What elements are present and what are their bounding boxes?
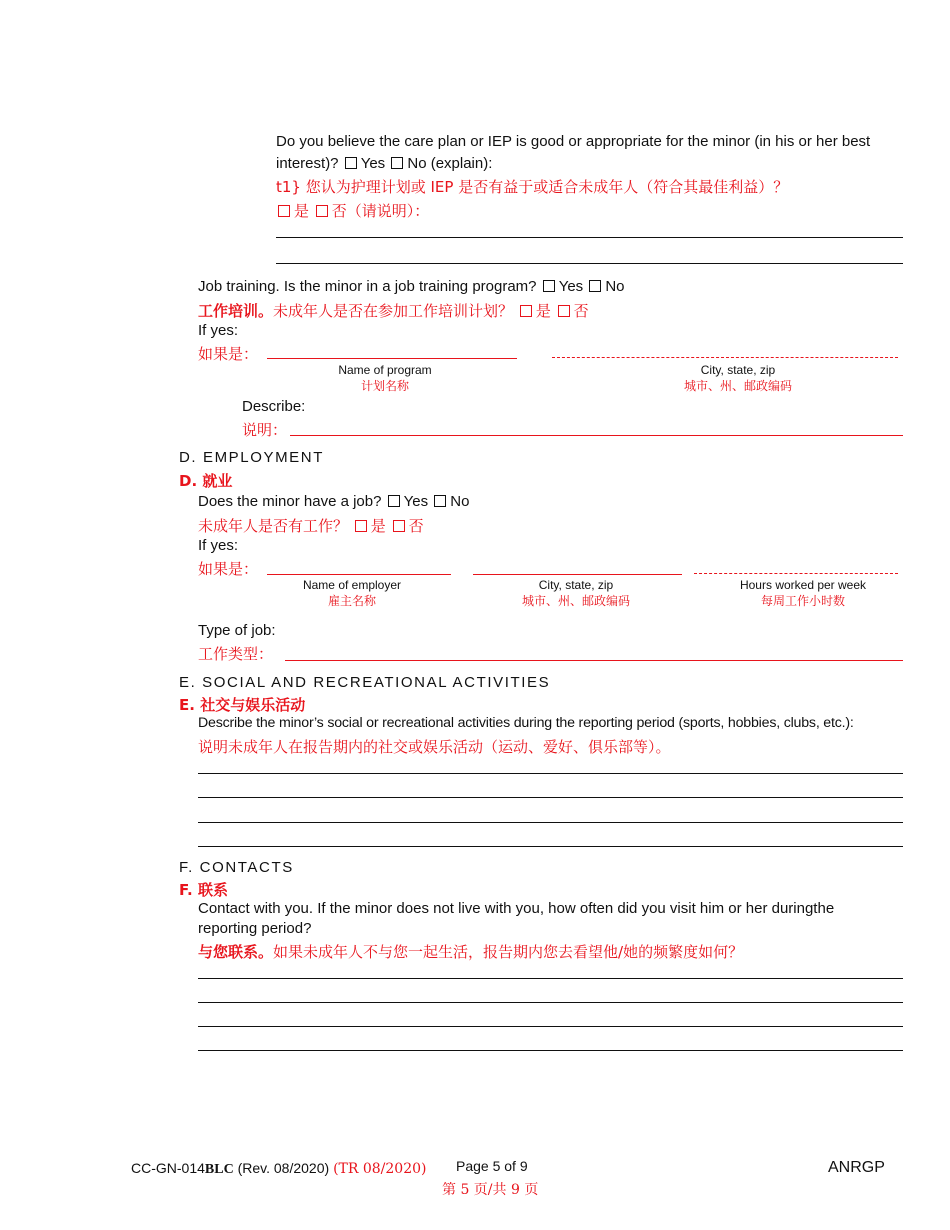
employment-yes-label-zh: 是 <box>370 517 386 535</box>
care-plan-yes-label: Yes <box>360 155 386 172</box>
form-identifier <box>131 1160 426 1178</box>
employment-yes-checkbox-zh[interactable] <box>355 520 367 532</box>
contacts-answer-line-3[interactable] <box>198 1026 903 1027</box>
job-training-yes-checkbox-zh[interactable] <box>520 305 532 317</box>
care-plan-question-cont: interest)? <box>276 155 339 172</box>
care-plan-yes-checkbox-zh[interactable] <box>278 205 290 217</box>
job-training-no-label-zh: 否 <box>573 302 589 320</box>
program-city-line[interactable] <box>552 357 898 358</box>
type-of-job-line[interactable] <box>285 660 903 661</box>
job-training-question-zh <box>198 300 589 321</box>
care-plan-no-checkbox[interactable] <box>391 157 403 169</box>
employment-no-checkbox-zh[interactable] <box>393 520 405 532</box>
job-training-yes-label-zh: 是 <box>535 302 551 320</box>
job-training-question-text: Job training. Is the minor in a job training program? <box>198 278 537 295</box>
hours-worked-line[interactable] <box>694 573 898 574</box>
contacts-text-zh: 如果未成年人不与您一起生活，报告期内您去看望他/她的频繁度如何？ <box>273 943 744 961</box>
form-revision: (Rev. 08/2020) <box>237 1160 330 1176</box>
employer-name-caption-zh: 雇主名称 <box>327 594 376 608</box>
type-of-job-label-zh: 工作类型： <box>198 645 274 663</box>
employer-name-line[interactable] <box>267 574 451 575</box>
care-plan-answer-line-2[interactable] <box>276 263 903 264</box>
social-answer-line-1[interactable] <box>198 773 903 774</box>
care-plan-question-zh: t1} 您认为护理计划或 IEP 是否有益于或适合未成年人（符合其最佳利益）？ <box>276 178 789 196</box>
employer-city-line[interactable] <box>473 574 682 575</box>
contacts-answer-line-4[interactable] <box>198 1050 903 1051</box>
contacts-question-line2: reporting period? <box>198 920 312 937</box>
program-name-caption-zh: 计划名称 <box>360 379 409 393</box>
employment-question-zh <box>198 515 424 536</box>
hours-worked-caption <box>713 578 893 609</box>
job-training-no-checkbox[interactable] <box>589 280 601 292</box>
contacts-heading-title-zh: 联系 <box>197 881 228 899</box>
contacts-title-zh: 与您联系。 <box>198 943 274 961</box>
care-plan-question-line2 <box>276 155 492 172</box>
job-training-no-checkbox-zh[interactable] <box>558 305 570 317</box>
employment-no-label-zh: 否 <box>408 517 424 535</box>
care-plan-yes-checkbox[interactable] <box>345 157 357 169</box>
employment-heading-title-zh: 就业 <box>202 472 233 490</box>
hours-worked-caption-en: Hours worked per week <box>739 578 867 592</box>
employment-heading-zh <box>179 470 232 491</box>
employment-if-yes-zh: 如果是： <box>198 560 259 578</box>
care-plan-no-label-zh: 否（请说明）： <box>331 202 430 220</box>
job-training-yes-label: Yes <box>558 278 584 295</box>
form-code: ANRGP <box>828 1159 885 1176</box>
care-plan-yes-label-zh: 是 <box>294 202 310 220</box>
program-name-caption-en: Name of program <box>338 363 432 377</box>
employment-question-text: Does the minor have a job? <box>198 493 382 510</box>
contacts-heading: F. CONTACTS <box>179 859 294 876</box>
hours-worked-caption-zh: 每周工作小时数 <box>760 594 845 608</box>
care-plan-question-line1: Do you believe the care plan or IEP is good or appropriate for the minor (in his or her best <box>276 133 871 150</box>
job-training-question <box>198 278 625 295</box>
describe-label: Describe: <box>242 398 306 415</box>
employment-question <box>198 493 469 510</box>
social-heading: E. SOCIAL AND RECREATIONAL ACTIVITIES <box>179 674 551 691</box>
employment-no-checkbox[interactable] <box>434 495 446 507</box>
program-city-caption-en: City, state, zip <box>700 363 776 377</box>
employment-yes-checkbox[interactable] <box>388 495 400 507</box>
page-number: Page 5 of 9 <box>456 1158 528 1174</box>
job-training-title-zh: 工作培训。 <box>198 302 274 320</box>
social-answer-line-3[interactable] <box>198 822 903 823</box>
contacts-answer-line-2[interactable] <box>198 1002 903 1003</box>
care-plan-no-label: No (explain): <box>407 155 493 172</box>
social-answer-line-2[interactable] <box>198 797 903 798</box>
employment-heading-letter-zh: D. <box>179 472 198 490</box>
form-translation-date: (TR 08/2020) <box>333 1161 427 1177</box>
type-of-job-label: Type of job: <box>198 622 276 639</box>
social-question-zh: 说明未成年人在报告期内的社交或娱乐活动（运动、爱好、俱乐部等）。 <box>198 738 671 756</box>
employment-if-yes: If yes: <box>198 537 239 554</box>
social-heading-title-zh: 社交与娱乐活动 <box>200 696 306 714</box>
employer-name-caption-en: Name of employer <box>302 578 402 592</box>
contacts-answer-line-1[interactable] <box>198 978 903 979</box>
form-suffix: BLC <box>204 1162 234 1177</box>
employment-yes-label: Yes <box>403 493 429 510</box>
contacts-heading-zh <box>179 879 228 900</box>
social-question: Describe the minor’s social or recreational activities during the reporting period (sports, hobbies, clubs, etc.): <box>198 715 854 731</box>
social-heading-zh <box>179 694 305 715</box>
employer-city-caption-en: City, state, zip <box>538 578 614 592</box>
program-city-caption <box>628 363 848 394</box>
form-id: CC-GN-014 <box>131 1160 205 1176</box>
job-training-if-yes: If yes: <box>198 322 239 339</box>
employer-name-caption <box>272 578 432 609</box>
job-training-if-yes-zh: 如果是： <box>198 345 259 363</box>
program-city-caption-zh: 城市、州、邮政编码 <box>683 379 792 393</box>
contacts-question-zh <box>198 941 743 962</box>
care-plan-options-zh <box>276 200 429 221</box>
describe-line[interactable] <box>290 435 903 436</box>
job-training-yes-checkbox[interactable] <box>543 280 555 292</box>
social-answer-line-4[interactable] <box>198 846 903 847</box>
job-training-text-zh: 未成年人是否在参加工作培训计划？ <box>273 302 514 320</box>
describe-label-zh: 说明： <box>242 421 288 439</box>
employment-question-text-zh: 未成年人是否有工作？ <box>198 517 349 535</box>
care-plan-answer-line-1[interactable] <box>276 237 903 238</box>
employment-heading: D. EMPLOYMENT <box>179 449 324 466</box>
contacts-heading-letter-zh: F. <box>179 881 193 899</box>
care-plan-no-checkbox-zh[interactable] <box>316 205 328 217</box>
employer-city-caption <box>486 578 666 609</box>
employer-city-caption-zh: 城市、州、邮政编码 <box>521 594 630 608</box>
job-training-no-label: No <box>605 278 625 295</box>
program-name-caption <box>267 363 503 394</box>
social-heading-letter-zh: E. <box>179 696 195 714</box>
contacts-question-line1: Contact with you. If the minor does not live with you, how often did you visit him or her duringthe <box>198 900 835 917</box>
employment-no-label: No <box>450 493 470 510</box>
program-name-line[interactable] <box>267 358 517 359</box>
page-number-zh: 第 5 页/共 9 页 <box>442 1182 539 1198</box>
